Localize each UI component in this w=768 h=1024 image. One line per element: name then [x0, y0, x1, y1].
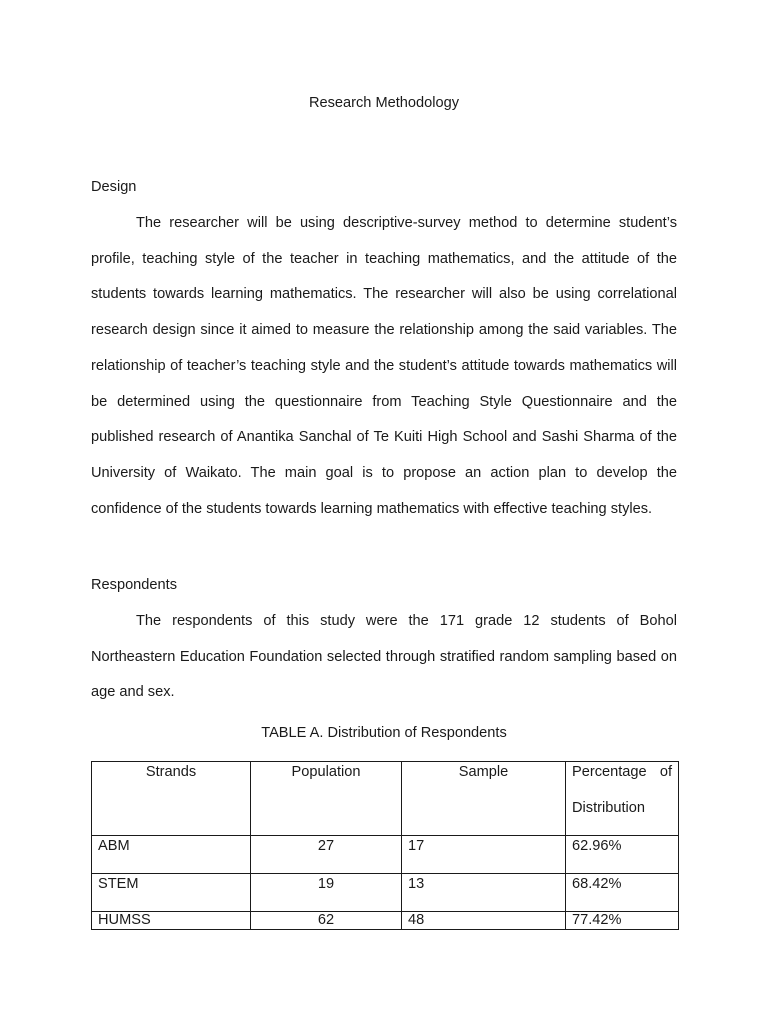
design-paragraph: The researcher will be using descriptive-survey method to determine student’s profile, teaching style of the teacher in teaching mathematics, and the attitude of the students towards learning mathematics. The researcher will also be using correlational research design since it aimed to measure the relationship among the said variables. The relationship of teacher’s teaching style and the student’s attitude towards mathematics will be determined using the questionnaire from Teaching Style Questionnaire and the published research of Anantika Sanchal of Te Kuiti High School and Sashi Sharma of the University of Waikato. The main goal is to propose an action plan to develop the confidence of the students towards learning mathematics with effective teaching styles.: [91, 215, 677, 517]
page-title: Research Methodology: [308, 95, 460, 111]
header-population: Population: [251, 762, 402, 836]
distribution-table: [91, 761, 679, 930]
header-sample: Sample: [402, 762, 566, 836]
table-caption: TABLE A. Distribution of Respondents: [261, 725, 507, 741]
cell-percentage: 68.42%: [566, 874, 679, 912]
cell-strand: STEM: [92, 874, 251, 912]
respondents-paragraph: The respondents of this study were the 171 grade 12 students of Bohol Northeastern Education Foundation selected through stratified random sampling based on age and sex.: [91, 613, 677, 701]
header-strands: Strands: [92, 762, 251, 836]
header-percentage: [566, 762, 679, 836]
section-heading-respondents: Respondents: [91, 577, 178, 593]
cell-sample: 13: [402, 874, 566, 912]
table-row: [92, 874, 679, 912]
cell-population: 27: [251, 836, 402, 874]
table-row: [92, 912, 679, 930]
section-heading-design: Design: [91, 179, 137, 195]
cell-strand: ABM: [92, 836, 251, 874]
cell-sample: 48: [402, 912, 566, 930]
cell-population: 62: [251, 912, 402, 930]
cell-strand: HUMSS: [92, 912, 251, 930]
cell-percentage: 77.42%: [566, 912, 679, 930]
cell-population: 19: [251, 874, 402, 912]
table-header-row: [92, 762, 679, 836]
cell-sample: 17: [402, 836, 566, 874]
table-row: [92, 836, 679, 874]
header-percentage-text: Percentage of Distribution: [572, 764, 672, 816]
cell-percentage: 62.96%: [566, 836, 679, 874]
